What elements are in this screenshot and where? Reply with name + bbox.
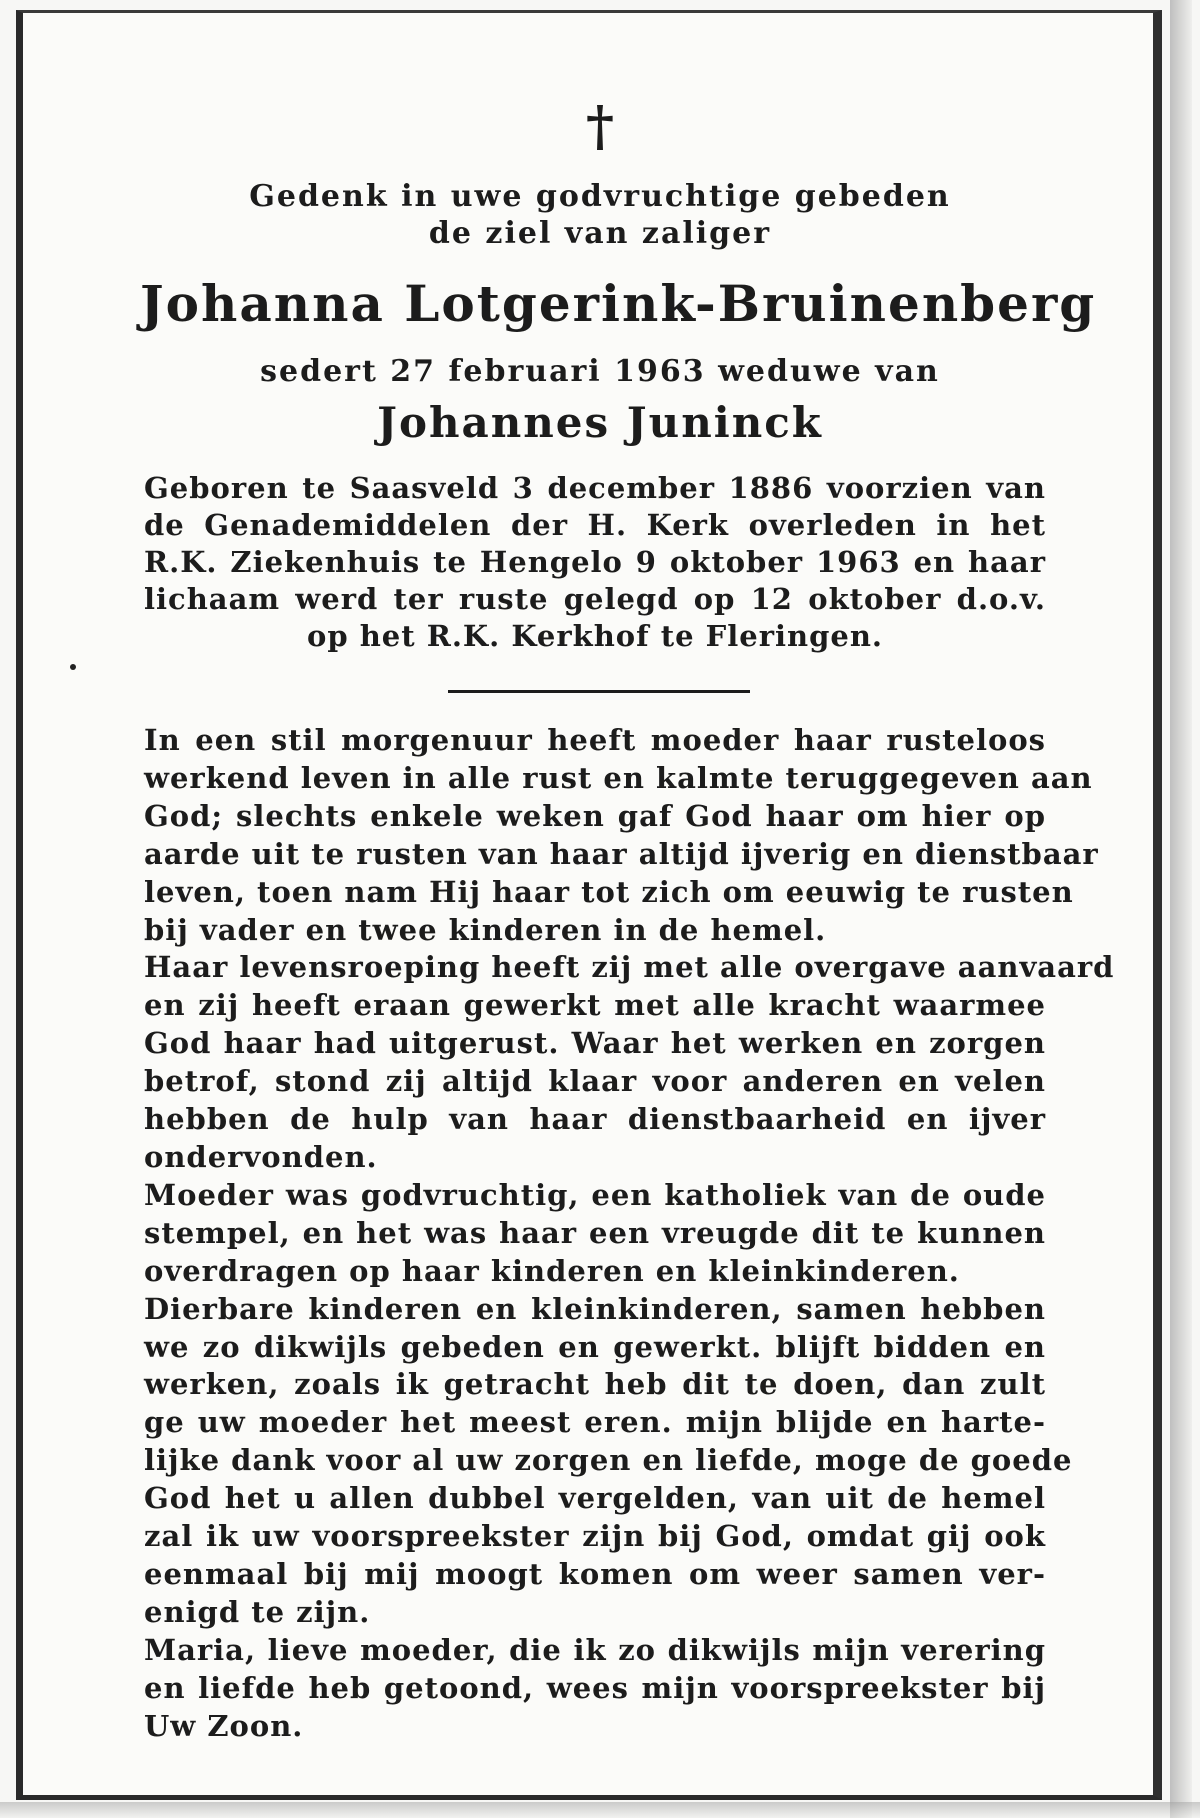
tribute-line: bij vader en twee kinderen in de hemel. xyxy=(144,912,827,947)
tribute-line: In een stil morgenuur heeft moeder haar rusteloos xyxy=(144,723,1046,757)
biography-line: Geboren te Saasveld 3 december 1886 voorzien van xyxy=(144,471,1046,505)
tribute-line: overdragen op haar kinderen en kleinkinderen. xyxy=(144,1253,960,1288)
biography-line: lichaam werd ter ruste gelegd op 12 oktober d.o.v. xyxy=(144,582,1046,616)
tribute-line: enigd te zijn. xyxy=(144,1594,371,1629)
tribute-line: zal ik uw voorspreekster zijn bij God, omdat gij ook xyxy=(144,1519,1046,1554)
widow-line: sedert 27 februari 1963 weduwe van xyxy=(260,354,940,389)
intro-line: Gedenk in uwe godvruchtige gebeden xyxy=(249,179,951,214)
tribute-line: Haar levensroeping heeft zij met alle overgave aanvaard xyxy=(144,950,1115,985)
tribute-line: ge uw moeder het meest eren. mijn blijde en harte- xyxy=(144,1405,1046,1440)
tribute-line: lijke dank voor al uw zorgen en liefde, moge de goede xyxy=(144,1443,1073,1478)
biography xyxy=(144,470,1046,655)
tribute-line: we zo dikwijls gebeden en gewerkt. blijft bidden en xyxy=(144,1329,1046,1364)
cross-icon: † xyxy=(585,94,615,158)
husband-name: Johannes Juninck xyxy=(377,398,823,447)
divider-rule xyxy=(448,690,750,693)
tribute-line: werkend leven in alle rust en kalmte teruggegeven aan xyxy=(144,760,1093,795)
card-edge-shadow xyxy=(1170,0,1192,1818)
deceased-name: Johanna Lotgerink-Bruinenberg xyxy=(140,274,1097,333)
biography-line: de Genademiddelen der H. Kerk overleden in het xyxy=(144,508,1046,542)
tribute-line: aarde uit te rusten van haar altijd ijverig en dienstbaar xyxy=(144,836,1099,871)
tribute-line: Maria, lieve moeder, die ik zo dikwijls mijn verering xyxy=(144,1632,1046,1667)
tribute-line: betrof, stond zij altijd klaar voor anderen en velen xyxy=(144,1064,1046,1099)
tribute-line: God; slechts enkele weken gaf God haar om hier op xyxy=(144,798,1046,833)
tribute-line: stempel, en het was haar een vreugde dit te kunnen xyxy=(144,1215,1046,1250)
tribute-line: God haar had uitgerust. Waar het werken en zorgen xyxy=(144,1026,1046,1061)
tribute-text xyxy=(144,722,1115,1745)
biography-line: R.K. Ziekenhuis te Hengelo 9 oktober 1963 en haar xyxy=(144,545,1046,579)
tribute-line: leven, toen nam Hij haar tot zich om eeuwig te rusten xyxy=(144,874,1074,909)
tribute-line: Moeder was godvruchtig, een katholiek van de oude xyxy=(144,1177,1046,1212)
tribute-line: en zij heeft eraan gewerkt met alle kracht waarmee xyxy=(144,988,1046,1023)
tribute-line: werken, zoals ik getracht heb dit te doen, dan zult xyxy=(144,1367,1046,1402)
tribute-line: hebben de hulp van haar dienstbaarheid en ijver xyxy=(144,1102,1046,1137)
tribute-line: Uw Zoon. xyxy=(144,1708,304,1743)
biography-line: op het R.K. Kerkhof te Fleringen. xyxy=(306,619,883,653)
tribute-line: eenmaal bij mij moogt komen om weer samen ver- xyxy=(144,1556,1046,1591)
tribute-line: God het u allen dubbel vergelden, van uit de hemel xyxy=(144,1481,1046,1516)
card-bottom-shadow xyxy=(0,1802,1200,1818)
print-speck xyxy=(70,664,76,670)
intro-text xyxy=(140,178,1060,252)
tribute-line: en liefde heb getoond, wees mijn voorspreekster bij xyxy=(144,1670,1046,1705)
intro-line: de ziel van zaliger xyxy=(428,216,772,251)
tribute-line: ondervonden. xyxy=(144,1139,378,1174)
tribute-line: Dierbare kinderen en kleinkinderen, samen hebben xyxy=(144,1291,1046,1326)
